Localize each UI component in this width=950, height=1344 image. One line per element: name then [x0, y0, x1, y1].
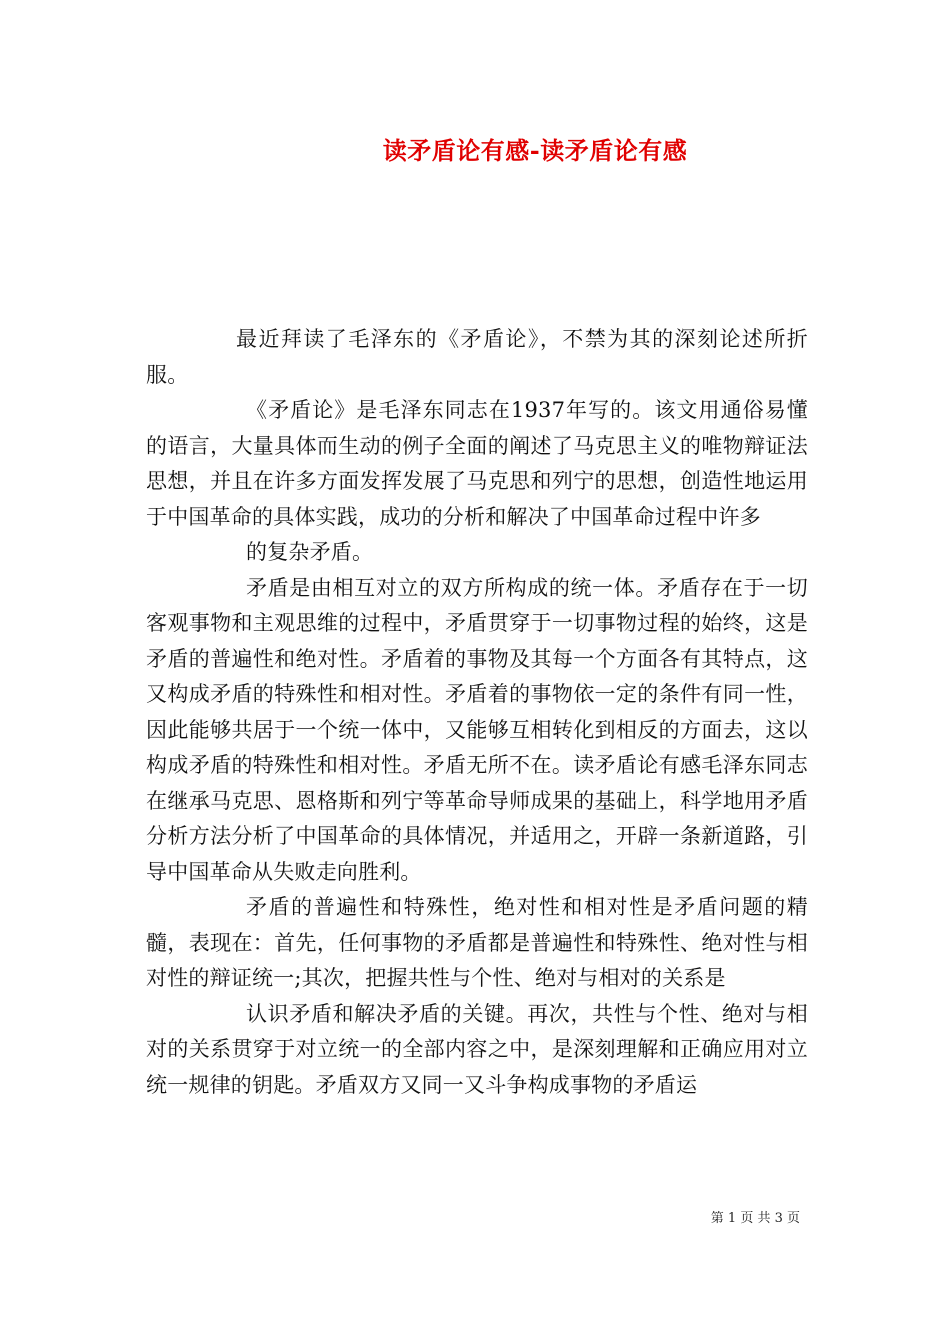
paragraph-fragment: 的复杂矛盾。	[246, 540, 374, 564]
page-number: 第 1 页 共 3 页	[710, 1211, 800, 1226]
paragraph-background: 《矛盾论》是毛泽东同志在1937年写的。该文用通俗易懂的语言，大量具体而生动的例子全面的阐述了马克思主义的唯物辩证法思想，并且在许多方面发挥发展了马克思和列宁的思想，创造性地运用于中国革命的具体实践，成功的分析和解决了中国革命过程中许多	[146, 398, 808, 529]
paragraph-contradiction: 矛盾是由相互对立的双方所构成的统一体。矛盾存在于一切客观事物和主观思维的过程中，矛盾贯穿于一切事物过程的始终，这是矛盾的普遍性和绝对性。矛盾着的事物及其每一个方面各有其特点，这又构成矛盾的特殊性和相对性。矛盾着的事物依一定的条件有同一性，因此能够共居于一个统一体中，又能够互相转化到相反的方面去，这以构成矛盾的特殊性和相对性。矛盾无所不在。读矛盾论有感毛泽东同志在继承马克思、恩格斯和列宁等革命导师成果的基础上，科学地用矛盾分析方法分析了中国革命的具体情况，并适用之，开辟一条新道路，引导中国革命从失败走向胜利。	[146, 575, 808, 884]
paragraph-key: 认识矛盾和解决矛盾的关键。再次，共性与个性、绝对与相对的关系贯穿于对立统一的全部内容之中，是深刻理解和正确应用对立统一规律的钥匙。矛盾双方又同一又斗争构成事物的矛盾运	[146, 1001, 808, 1097]
paragraph-intro: 最近拜读了毛泽东的《矛盾论》，不禁为其的深刻论述所折服。	[146, 327, 808, 387]
document-title: 读矛盾论有感-读矛盾论有感	[382, 136, 688, 165]
document-body	[146, 322, 808, 1103]
paragraph-essence: 矛盾的普遍性和特殊性，绝对性和相对性是矛盾问题的精髓，表现在：首先，任何事物的矛盾都是普遍性和特殊性、绝对性与相对性的辩证统一;其次，把握共性与个性、绝对与相对的关系是	[146, 895, 808, 990]
